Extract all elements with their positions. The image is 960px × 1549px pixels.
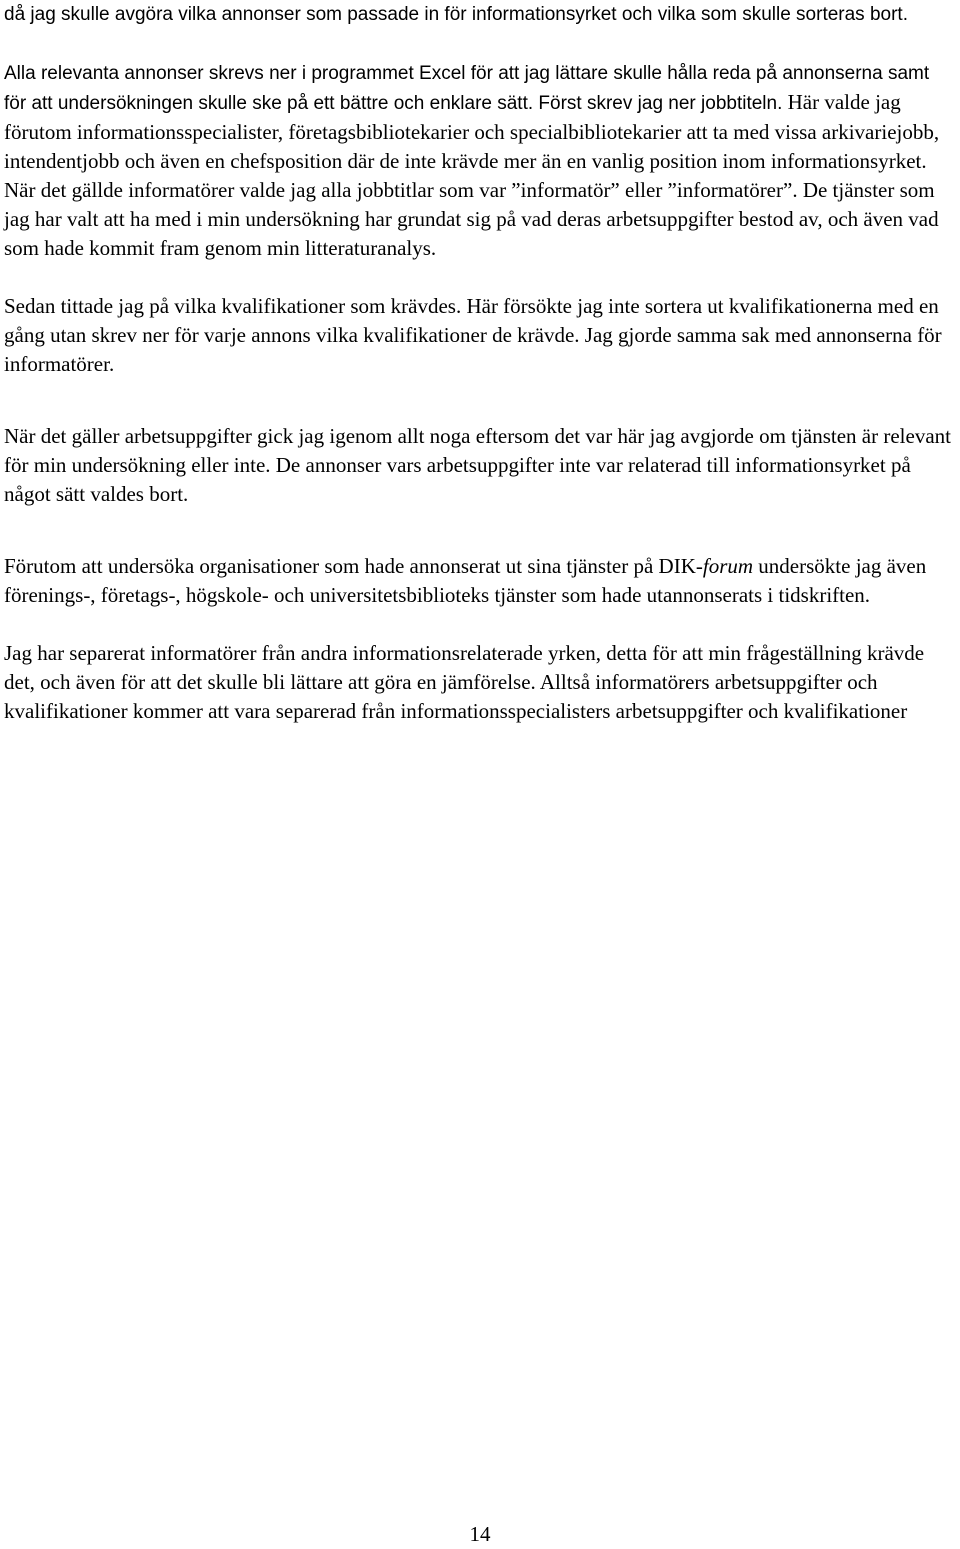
paragraph-5-before: Förutom att undersöka organisationer som hade annonserat ut sina tjänster på DIK- [4, 554, 703, 578]
paragraph-3: Sedan tittade jag på vilka kvalifikationer som krävdes. Här försökte jag inte sortera ut kvalifikationerna med en gång utan skrev ner för varje annons vilka kvalifikationer de krävde. Jag gjorde samma sak med annonserna för informatörer. [4, 294, 942, 376]
page-number: 14 [469, 1522, 491, 1546]
paragraph-2-rest: Här valde jag förutom informationsspecialister, företagsbibliotekarier och specialbibliotekarier att ta med vissa arkivariejobb, intendentjobb och även en chefsposition där de inte krävde mer än en vanlig position inom informationsyrket. När det gällde informatörer valde jag alla jobbtitlar som var ”informatör” eller ”informatörer”. De tjänster som jag har valt att ha med i min undersökning har grundat sig på vad deras arbetsuppgifter bestod av, och även vad som hade kommit fram genom min litteraturanalys. [4, 90, 940, 260]
document-body [4, 0, 956, 726]
paragraph-5 [4, 552, 956, 610]
paragraph-6: Jag har separerat informatörer från andra informationsrelaterade yrken, detta för att min frågeställning krävde det, och även för att det skulle bli lättare att göra en jämförelse. Alltså informatörers arbetsuppgifter och kvalifikationer kommer att vara separerad från informationsspecialisters arbetsuppgifter och kvalifikationer [4, 641, 925, 723]
paragraph-4: När det gäller arbetsuppgifter gick jag igenom allt noga eftersom det var här jag avgjorde om tjänsten är relevant för min undersökning eller inte. De annonser vars arbetsuppgifter inte var relaterad till informationsyrket på något sätt valdes bort. [4, 424, 951, 506]
journal-title-emphasis: forum [702, 554, 754, 578]
paragraph-5-after: undersökte jag även förenings-, företags-, högskole- och universitetsbiblioteks tjänster som hade utannonserats i tidskriften. [4, 554, 927, 607]
paragraph-2 [4, 58, 956, 263]
paragraph-1: då jag skulle avgöra vilka annonser som passade in för informationsyrket och vilka som skulle sorteras bort. [4, 4, 908, 25]
paragraph-2-intro: Alla relevanta annonser skrevs ner i programmet Excel för att jag lättare skulle hålla reda på annonserna samt för att undersökningen skulle ske på ett bättre och enklare sätt. Först skrev jag ner jobbtiteln. [4, 63, 930, 114]
